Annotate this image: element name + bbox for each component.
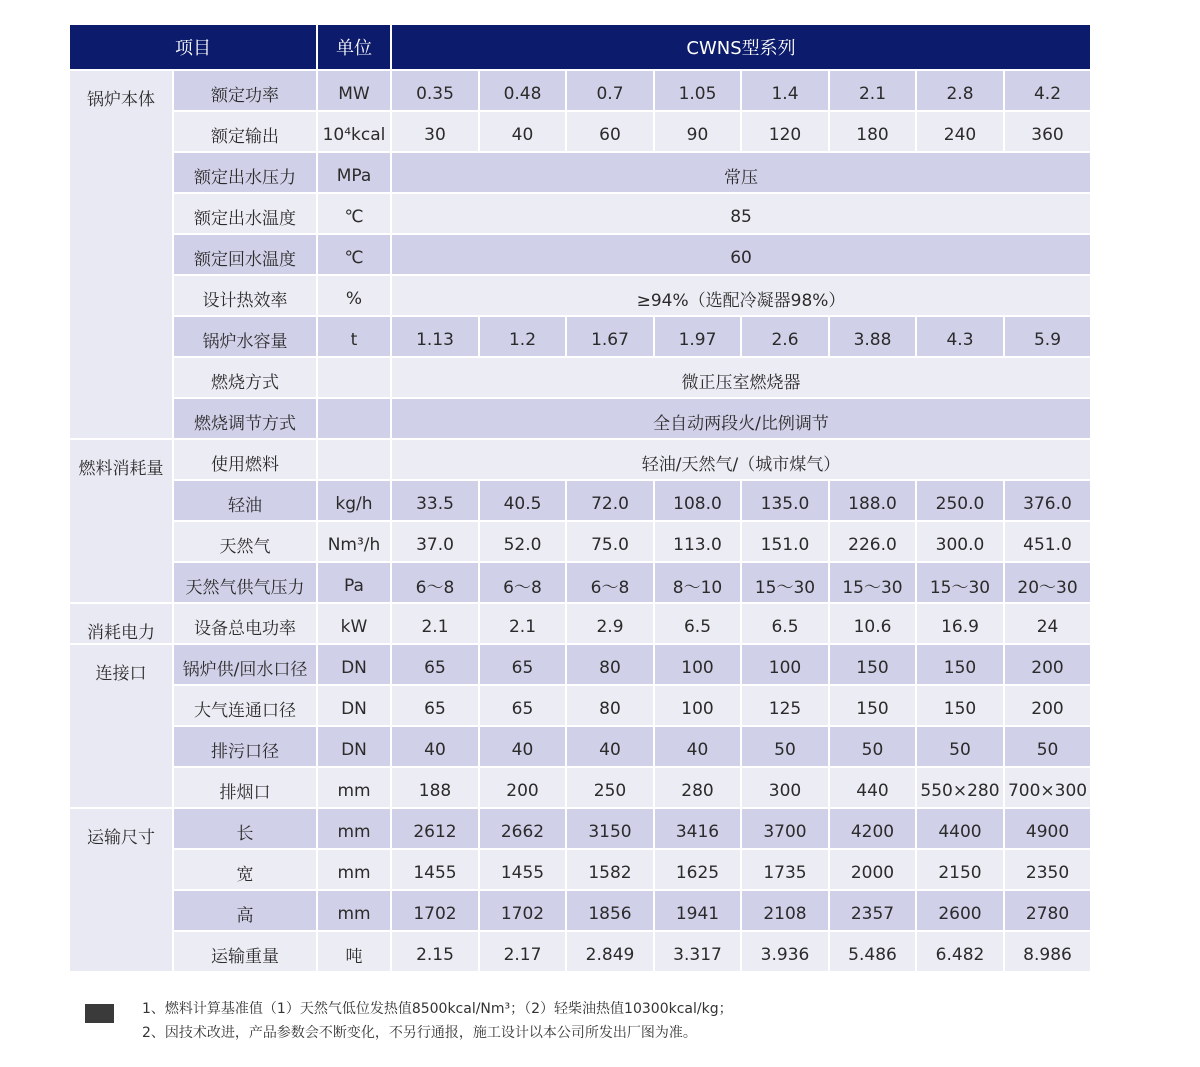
value-cell: 16.9 [916, 603, 1004, 644]
value-cell: 2.9 [566, 603, 654, 644]
value-cell: 100 [741, 644, 829, 685]
row-item: 设计热效率 [173, 275, 317, 316]
value-cell: 80 [566, 685, 654, 726]
table-row [70, 152, 1091, 193]
value-cell: 4200 [829, 808, 916, 849]
value-cell: 37.0 [391, 521, 479, 562]
value-cell: 200 [1004, 644, 1091, 685]
value-cell: 226.0 [829, 521, 916, 562]
value-cell: 200 [1004, 685, 1091, 726]
value-cell: 1455 [479, 849, 566, 890]
row-unit: MPa [317, 152, 391, 193]
value-cell: 6～8 [479, 562, 566, 603]
footnote-2: 2、因技术改进，产品参数会不断变化，不另行通报，施工设计以本公司所发出厂图为准。 [142, 1025, 697, 1041]
value-cell: 15～30 [829, 562, 916, 603]
row-unit [317, 439, 391, 480]
value-cell: 100 [654, 685, 741, 726]
value-cell: 376.0 [1004, 480, 1091, 521]
value-cell: 72.0 [566, 480, 654, 521]
value-cell: 125 [741, 685, 829, 726]
value-cell: 50 [741, 726, 829, 767]
value-cell: 188 [391, 767, 479, 808]
note-marker [85, 1004, 114, 1023]
table-row [70, 234, 1091, 275]
table-row [70, 480, 1091, 521]
value-cell: 240 [916, 111, 1004, 152]
value-cell: 75.0 [566, 521, 654, 562]
value-cell: 65 [391, 685, 479, 726]
row-item: 天然气 [173, 521, 317, 562]
value-cell: 180 [829, 111, 916, 152]
value-cell: 2357 [829, 890, 916, 931]
value-cell: 10.6 [829, 603, 916, 644]
value-cell: 1702 [479, 890, 566, 931]
value-cell: 188.0 [829, 480, 916, 521]
value-cell: 120 [741, 111, 829, 152]
row-unit: DN [317, 644, 391, 685]
table-row [70, 193, 1091, 234]
row-span-value: 常压 [391, 152, 1091, 193]
row-unit: mm [317, 808, 391, 849]
value-cell: 33.5 [391, 480, 479, 521]
value-cell: 80 [566, 644, 654, 685]
value-cell: 200 [479, 767, 566, 808]
row-span-value: ≥94%（选配冷凝器98%） [391, 275, 1091, 316]
value-cell: 24 [1004, 603, 1091, 644]
value-cell: 20～30 [1004, 562, 1091, 603]
header-item: 项目 [70, 25, 317, 70]
value-cell: 1455 [391, 849, 479, 890]
value-cell: 2.17 [479, 931, 566, 972]
value-cell: 1.2 [479, 316, 566, 357]
value-cell: 250 [566, 767, 654, 808]
row-item: 使用燃料 [173, 439, 317, 480]
value-cell: 0.7 [566, 70, 654, 111]
spec-body [70, 70, 1091, 972]
row-unit: kW [317, 603, 391, 644]
row-unit [317, 357, 391, 398]
table-row [70, 849, 1091, 890]
value-cell: 2.15 [391, 931, 479, 972]
row-item: 长 [173, 808, 317, 849]
value-cell: 6.5 [654, 603, 741, 644]
value-cell: 3.88 [829, 316, 916, 357]
value-cell: 65 [479, 685, 566, 726]
value-cell: 150 [829, 644, 916, 685]
row-item: 额定输出 [173, 111, 317, 152]
value-cell: 3.317 [654, 931, 741, 972]
table-row [70, 357, 1091, 398]
value-cell: 280 [654, 767, 741, 808]
row-item: 大气连通口径 [173, 685, 317, 726]
row-unit [317, 398, 391, 439]
value-cell: 2600 [916, 890, 1004, 931]
value-cell: 3.936 [741, 931, 829, 972]
value-cell: 6～8 [391, 562, 479, 603]
value-cell: 300 [741, 767, 829, 808]
table-row [70, 685, 1091, 726]
value-cell: 4900 [1004, 808, 1091, 849]
value-cell: 440 [829, 767, 916, 808]
table-row [70, 890, 1091, 931]
value-cell: 135.0 [741, 480, 829, 521]
value-cell: 250.0 [916, 480, 1004, 521]
table-row [70, 398, 1091, 439]
value-cell: 2.8 [916, 70, 1004, 111]
value-cell: 60 [566, 111, 654, 152]
value-cell: 2.849 [566, 931, 654, 972]
table-row [70, 562, 1091, 603]
header-series: CWNS型系列 [391, 25, 1091, 70]
value-cell: 2780 [1004, 890, 1091, 931]
value-cell: 2.6 [741, 316, 829, 357]
row-unit: MW [317, 70, 391, 111]
group-label: 锅炉本体 [70, 70, 173, 439]
footnote-1: 1、燃料计算基准值（1）天然气低位发热值8500kcal/Nm³；（2）轻柴油热值10300kcal/kg； [142, 1001, 733, 1017]
value-cell: 1.67 [566, 316, 654, 357]
table-row [70, 439, 1091, 480]
value-cell: 108.0 [654, 480, 741, 521]
row-item: 设备总电功率 [173, 603, 317, 644]
value-cell: 4.2 [1004, 70, 1091, 111]
row-item: 运输重量 [173, 931, 317, 972]
value-cell: 15～30 [741, 562, 829, 603]
value-cell: 700×300 [1004, 767, 1091, 808]
value-cell: 1856 [566, 890, 654, 931]
row-unit: t [317, 316, 391, 357]
row-unit: Pa [317, 562, 391, 603]
table-row [70, 111, 1091, 152]
value-cell: 151.0 [741, 521, 829, 562]
header-row [70, 25, 1091, 70]
value-cell: 4400 [916, 808, 1004, 849]
value-cell: 2150 [916, 849, 1004, 890]
value-cell: 2.1 [391, 603, 479, 644]
row-item: 天然气供气压力 [173, 562, 317, 603]
row-item: 宽 [173, 849, 317, 890]
value-cell: 40 [479, 726, 566, 767]
value-cell: 5.486 [829, 931, 916, 972]
table-row [70, 767, 1091, 808]
value-cell: 2.1 [829, 70, 916, 111]
value-cell: 40 [391, 726, 479, 767]
row-item: 额定回水温度 [173, 234, 317, 275]
value-cell: 2108 [741, 890, 829, 931]
row-unit: Nm³/h [317, 521, 391, 562]
table-row [70, 70, 1091, 111]
row-item: 锅炉供/回水口径 [173, 644, 317, 685]
value-cell: 550×280 [916, 767, 1004, 808]
value-cell: 150 [916, 644, 1004, 685]
value-cell: 2612 [391, 808, 479, 849]
row-item: 高 [173, 890, 317, 931]
table-row [70, 726, 1091, 767]
row-unit: 10⁴kcal [317, 111, 391, 152]
value-cell: 15～30 [916, 562, 1004, 603]
row-item: 锅炉水容量 [173, 316, 317, 357]
value-cell: 3416 [654, 808, 741, 849]
value-cell: 50 [829, 726, 916, 767]
row-unit: 吨 [317, 931, 391, 972]
value-cell: 1702 [391, 890, 479, 931]
spec-table [70, 25, 1092, 973]
value-cell: 8.986 [1004, 931, 1091, 972]
value-cell: 40 [654, 726, 741, 767]
value-cell: 6.482 [916, 931, 1004, 972]
value-cell: 90 [654, 111, 741, 152]
value-cell: 1735 [741, 849, 829, 890]
value-cell: 30 [391, 111, 479, 152]
value-cell: 0.48 [479, 70, 566, 111]
value-cell: 40 [479, 111, 566, 152]
value-cell: 3700 [741, 808, 829, 849]
row-item: 排污口径 [173, 726, 317, 767]
row-span-value: 轻油/天然气/（城市煤气） [391, 439, 1091, 480]
value-cell: 3150 [566, 808, 654, 849]
value-cell: 451.0 [1004, 521, 1091, 562]
value-cell: 150 [829, 685, 916, 726]
row-item: 额定出水压力 [173, 152, 317, 193]
value-cell: 8～10 [654, 562, 741, 603]
value-cell: 360 [1004, 111, 1091, 152]
row-item: 燃烧调节方式 [173, 398, 317, 439]
row-unit: % [317, 275, 391, 316]
footnotes [142, 997, 733, 1045]
table-row [70, 603, 1091, 644]
value-cell: 4.3 [916, 316, 1004, 357]
value-cell: 6～8 [566, 562, 654, 603]
value-cell: 113.0 [654, 521, 741, 562]
value-cell: 300.0 [916, 521, 1004, 562]
group-label: 燃料消耗量 [70, 439, 173, 603]
value-cell: 50 [1004, 726, 1091, 767]
row-item: 额定出水温度 [173, 193, 317, 234]
value-cell: 5.9 [1004, 316, 1091, 357]
row-span-value: 60 [391, 234, 1091, 275]
value-cell: 1.13 [391, 316, 479, 357]
value-cell: 0.35 [391, 70, 479, 111]
table-row [70, 931, 1091, 972]
row-unit: mm [317, 767, 391, 808]
value-cell: 1941 [654, 890, 741, 931]
table-row [70, 521, 1091, 562]
value-cell: 1582 [566, 849, 654, 890]
value-cell: 40 [566, 726, 654, 767]
value-cell: 2000 [829, 849, 916, 890]
row-span-value: 微正压室燃烧器 [391, 357, 1091, 398]
value-cell: 2.1 [479, 603, 566, 644]
row-unit: kg/h [317, 480, 391, 521]
value-cell: 1.05 [654, 70, 741, 111]
row-span-value: 85 [391, 193, 1091, 234]
row-unit: ℃ [317, 193, 391, 234]
table-row [70, 275, 1091, 316]
value-cell: 100 [654, 644, 741, 685]
value-cell: 2662 [479, 808, 566, 849]
group-label: 连接口 [70, 644, 173, 808]
row-unit: mm [317, 849, 391, 890]
value-cell: 6.5 [741, 603, 829, 644]
row-unit: DN [317, 726, 391, 767]
value-cell: 2350 [1004, 849, 1091, 890]
row-unit: ℃ [317, 234, 391, 275]
value-cell: 50 [916, 726, 1004, 767]
value-cell: 65 [391, 644, 479, 685]
value-cell: 1.97 [654, 316, 741, 357]
value-cell: 1.4 [741, 70, 829, 111]
value-cell: 65 [479, 644, 566, 685]
row-span-value: 全自动两段火/比例调节 [391, 398, 1091, 439]
group-label: 运输尺寸 [70, 808, 173, 972]
value-cell: 150 [916, 685, 1004, 726]
row-item: 额定功率 [173, 70, 317, 111]
row-item: 燃烧方式 [173, 357, 317, 398]
row-item: 排烟口 [173, 767, 317, 808]
group-label: 消耗电力 [70, 603, 173, 644]
table-row [70, 808, 1091, 849]
table-row [70, 644, 1091, 685]
value-cell: 40.5 [479, 480, 566, 521]
row-unit: mm [317, 890, 391, 931]
header-unit: 单位 [317, 25, 391, 70]
row-unit: DN [317, 685, 391, 726]
value-cell: 1625 [654, 849, 741, 890]
table-row [70, 316, 1091, 357]
value-cell: 52.0 [479, 521, 566, 562]
row-item: 轻油 [173, 480, 317, 521]
